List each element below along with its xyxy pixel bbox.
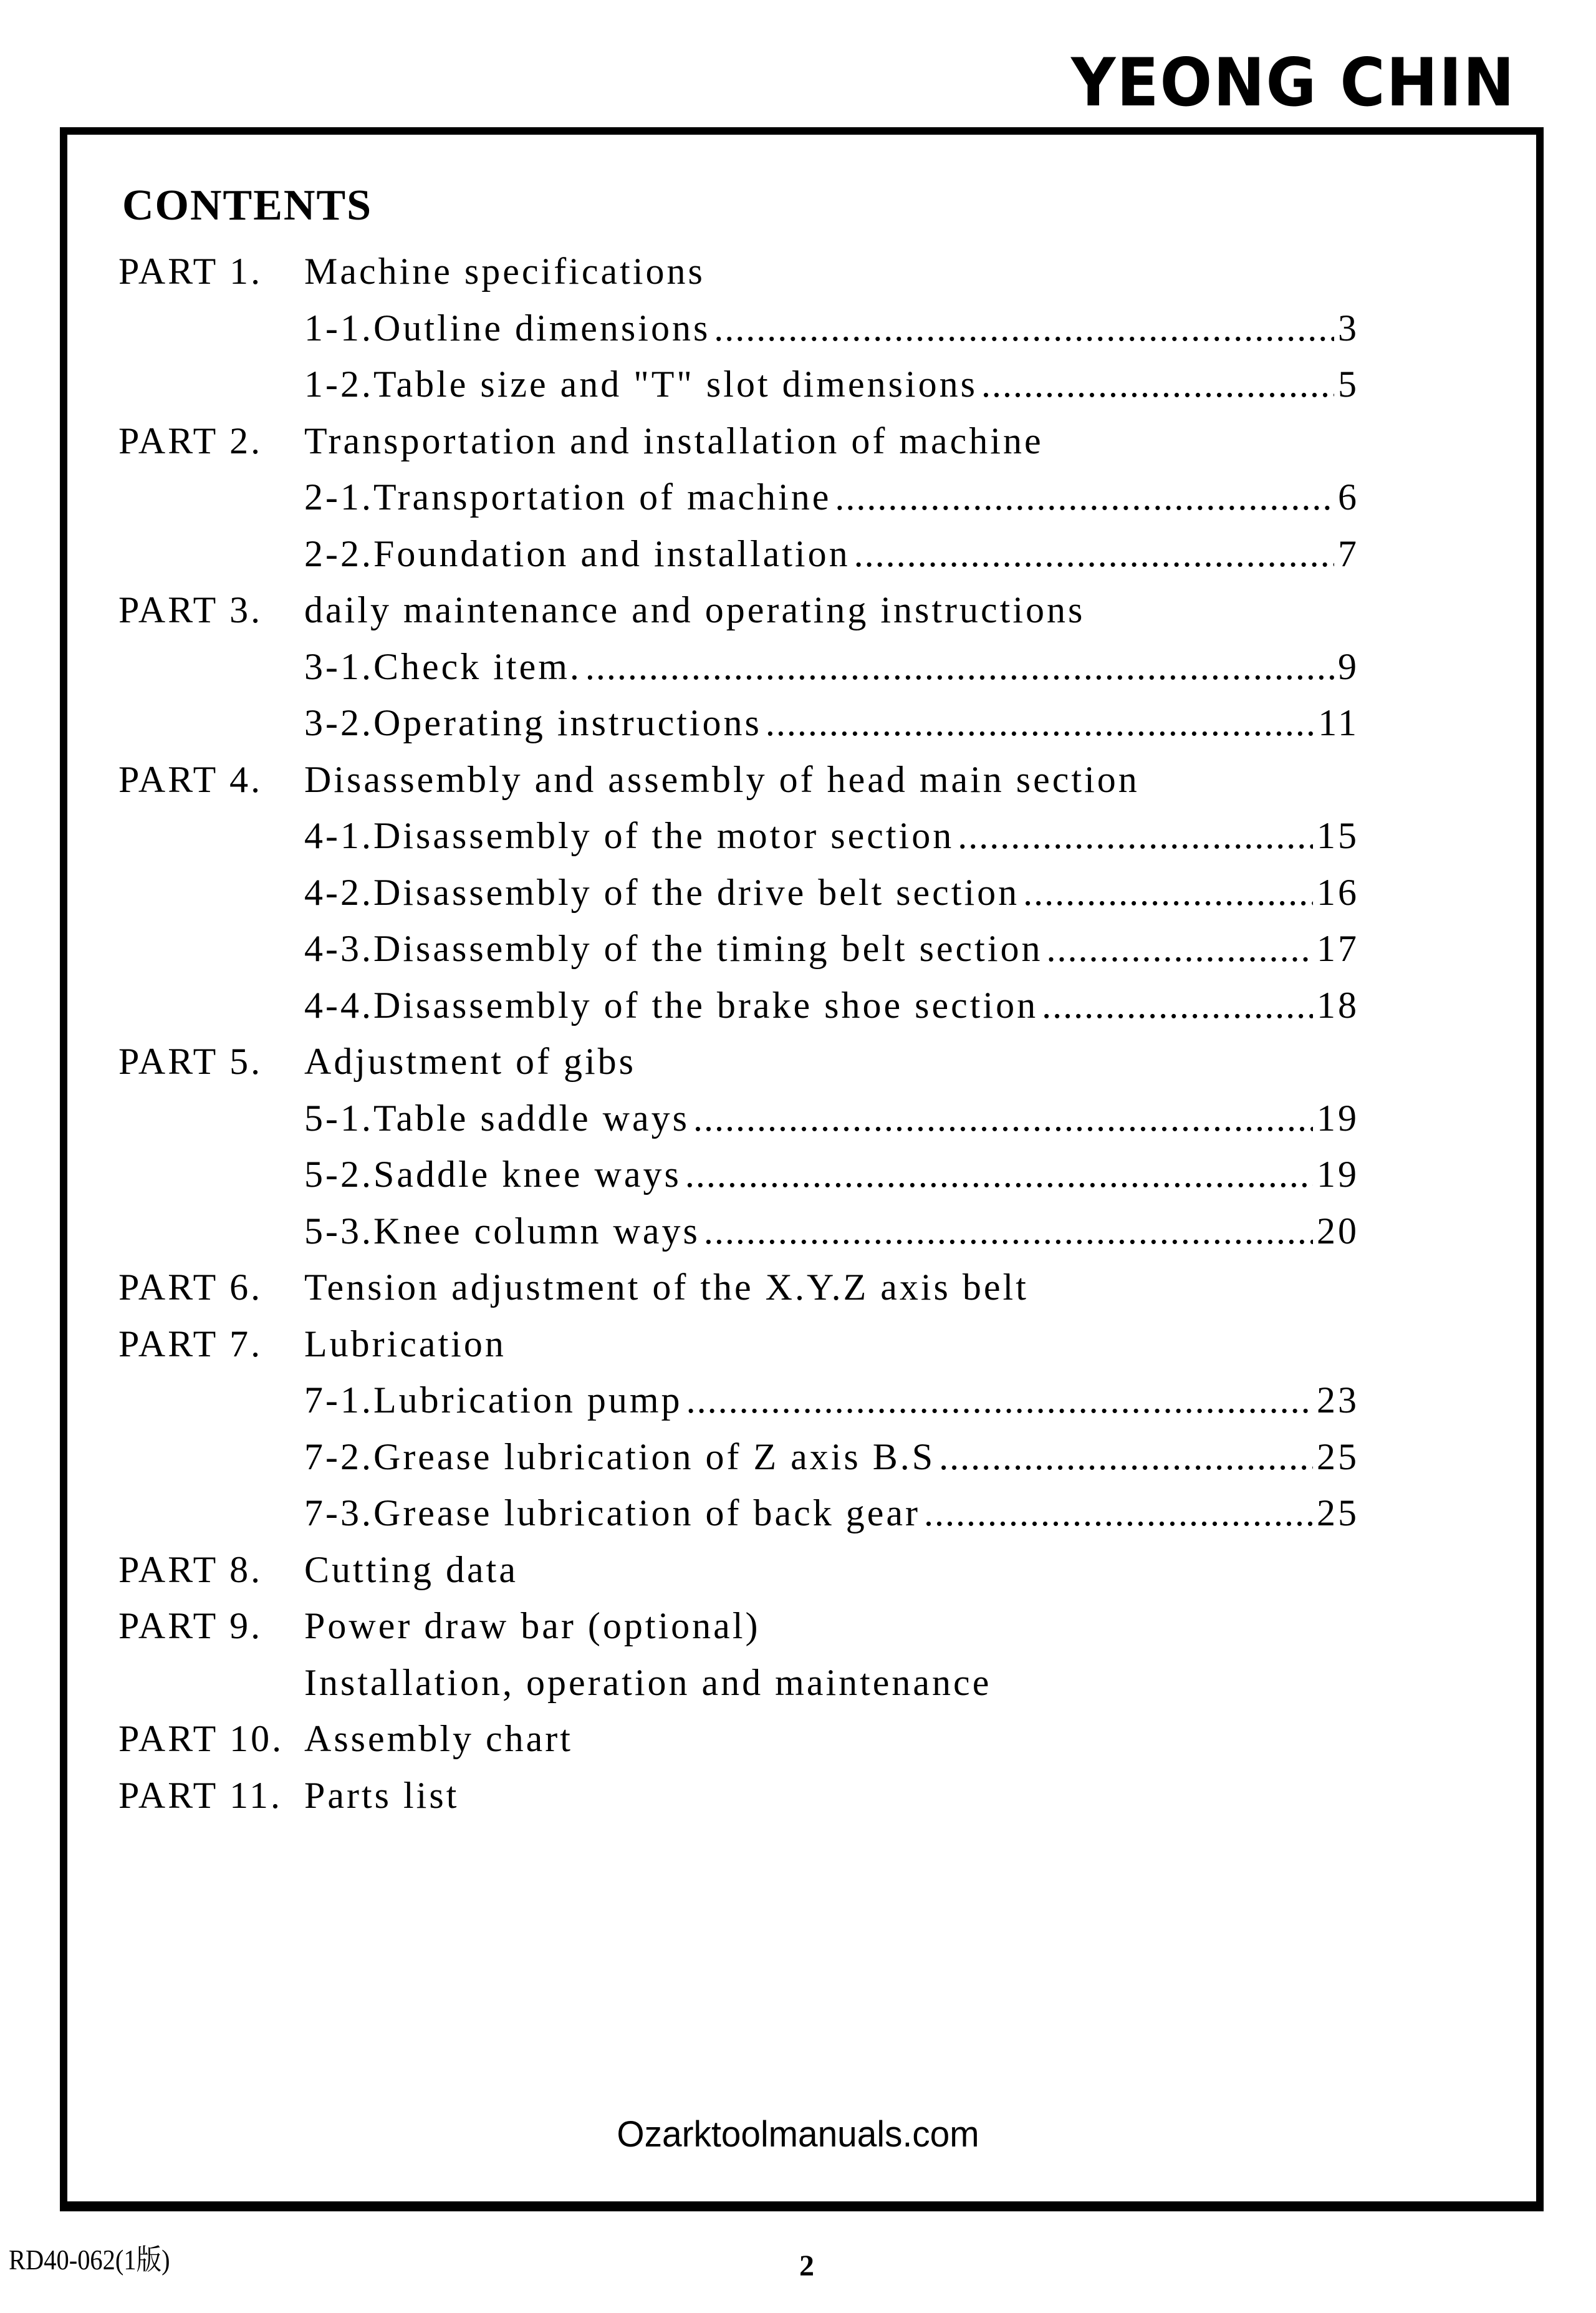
dot-leader <box>704 1203 1313 1259</box>
section-page[interactable]: 23 <box>1317 1379 1359 1421</box>
toc-part-row <box>118 1033 1359 1090</box>
section-title[interactable]: Saddle knee ways <box>373 1154 681 1195</box>
toc-part-row <box>118 1259 1359 1316</box>
toc-part-row <box>118 413 1359 470</box>
part-label: PART 6. <box>118 1267 263 1308</box>
section-title[interactable]: Outline dimensions <box>373 307 711 349</box>
section-title[interactable]: Disassembly of the brake shoe section <box>373 984 1039 1026</box>
section-title[interactable]: Grease lubrication of Z axis B.S <box>373 1436 936 1477</box>
toc-section-row[interactable] <box>118 356 1359 413</box>
toc-continuation-row <box>118 1654 1359 1711</box>
section-page[interactable]: 11 <box>1318 702 1359 743</box>
dot-leader <box>958 808 1313 864</box>
part-label: PART 4. <box>118 758 263 800</box>
section-title[interactable]: Table saddle ways <box>373 1097 690 1139</box>
dot-leader <box>924 1485 1313 1541</box>
toc-part-row <box>118 1598 1359 1654</box>
toc-part-row <box>118 243 1359 300</box>
brand-logo: YEONG CHIN <box>1071 44 1516 121</box>
section-page[interactable]: 19 <box>1317 1154 1359 1195</box>
section-number: 1-2. <box>304 364 373 405</box>
section-number: 5-3. <box>304 1210 373 1252</box>
toc-section-row[interactable] <box>118 1146 1359 1203</box>
toc-part-row <box>118 582 1359 639</box>
toc-section-row[interactable] <box>118 300 1359 357</box>
part-title[interactable]: Cutting data <box>304 1548 518 1590</box>
section-page[interactable]: 25 <box>1317 1492 1359 1533</box>
section-page[interactable]: 20 <box>1317 1210 1359 1252</box>
toc-section-row[interactable] <box>118 1090 1359 1147</box>
section-page[interactable]: 15 <box>1317 815 1359 856</box>
toc-section-row[interactable] <box>118 977 1359 1034</box>
dot-leader <box>854 526 1334 582</box>
section-number: 4-1. <box>304 815 373 856</box>
section-title[interactable]: Disassembly of the motor section <box>373 815 954 856</box>
section-number: 1-1. <box>304 307 373 349</box>
section-title[interactable]: Grease lubrication of back gear <box>373 1492 920 1533</box>
dot-leader <box>714 300 1334 356</box>
part-title[interactable]: Disassembly and assembly of head main section <box>304 758 1140 800</box>
section-number: 2-2. <box>304 533 373 574</box>
part-label: PART 1. <box>118 251 263 292</box>
part-title-continuation[interactable]: Installation, operation and maintenance <box>304 1661 992 1703</box>
page-number: 2 <box>799 2249 814 2282</box>
table-of-contents <box>118 243 1359 1823</box>
section-page[interactable]: 19 <box>1317 1097 1359 1139</box>
section-number: 2-1. <box>304 476 373 518</box>
section-title[interactable]: Knee column ways <box>373 1210 700 1252</box>
dot-leader <box>835 469 1334 525</box>
part-label: PART 10. <box>118 1718 284 1759</box>
section-page[interactable]: 16 <box>1317 871 1359 913</box>
part-label: PART 7. <box>118 1323 263 1364</box>
toc-section-row[interactable] <box>118 695 1359 751</box>
toc-section-row[interactable] <box>118 808 1359 864</box>
part-title[interactable]: Assembly chart <box>304 1718 573 1759</box>
dot-leader <box>693 1090 1313 1146</box>
part-title[interactable]: Machine specifications <box>304 251 705 292</box>
toc-section-row[interactable] <box>118 639 1359 695</box>
section-title[interactable]: Lubrication pump <box>373 1379 683 1421</box>
section-number: 3-2. <box>304 702 373 743</box>
section-number: 7-1. <box>304 1379 373 1421</box>
section-number: 7-2. <box>304 1436 373 1477</box>
section-page[interactable]: 18 <box>1317 984 1359 1026</box>
toc-section-row[interactable] <box>118 469 1359 526</box>
toc-section-row[interactable] <box>118 1372 1359 1429</box>
part-title[interactable]: Lubrication <box>304 1323 506 1364</box>
dot-leader <box>1042 977 1313 1033</box>
section-number: 5-1. <box>304 1097 373 1139</box>
part-title[interactable]: Power draw bar (optional) <box>304 1605 761 1646</box>
dot-leader <box>981 356 1334 412</box>
toc-part-row <box>118 1711 1359 1767</box>
dot-leader <box>686 1372 1313 1428</box>
dot-leader <box>585 639 1334 695</box>
section-page[interactable]: 3 <box>1338 307 1359 349</box>
section-title[interactable]: Transportation of machine <box>373 476 832 518</box>
section-page[interactable]: 7 <box>1338 533 1359 574</box>
contents-heading: CONTENTS <box>122 181 373 229</box>
dot-leader <box>1047 920 1313 977</box>
section-number: 5-2. <box>304 1154 373 1195</box>
dot-leader <box>1023 864 1313 920</box>
section-number: 4-2. <box>304 871 373 913</box>
section-page[interactable]: 6 <box>1338 476 1359 518</box>
section-page[interactable]: 5 <box>1338 364 1359 405</box>
section-title[interactable]: Operating instructions <box>373 702 762 743</box>
toc-section-row[interactable] <box>118 1203 1359 1260</box>
part-label: PART 2. <box>118 420 263 461</box>
part-label: PART 3. <box>118 589 263 630</box>
part-title[interactable]: daily maintenance and operating instructions <box>304 589 1085 630</box>
part-title[interactable]: Tension adjustment of the X.Y.Z axis belt <box>304 1267 1029 1308</box>
section-page[interactable]: 9 <box>1338 645 1359 687</box>
section-title[interactable]: Disassembly of the timing belt section <box>373 928 1043 969</box>
toc-section-row[interactable] <box>118 526 1359 582</box>
watermark-url: Ozarktoolmanuals.com <box>617 2114 979 2155</box>
section-title[interactable]: Table size and "T" slot dimensions <box>373 364 978 405</box>
document-code: RD40-062(1版) <box>9 2244 170 2276</box>
part-label: PART 11. <box>118 1774 282 1816</box>
part-title[interactable]: Adjustment of gibs <box>304 1041 636 1082</box>
section-title[interactable]: Foundation and installation <box>373 533 850 574</box>
toc-section-row[interactable] <box>118 864 1359 921</box>
section-title[interactable]: Check item. <box>373 645 582 687</box>
section-page[interactable]: 25 <box>1317 1436 1359 1477</box>
part-title[interactable]: Transportation and installation of machine <box>304 420 1044 461</box>
dot-leader <box>685 1146 1313 1202</box>
section-page[interactable]: 17 <box>1317 928 1359 969</box>
section-number: 4-4. <box>304 984 373 1026</box>
part-label: PART 5. <box>118 1041 263 1082</box>
section-number: 7-3. <box>304 1492 373 1533</box>
section-title[interactable]: Disassembly of the drive belt section <box>373 871 1020 913</box>
toc-part-row <box>118 1316 1359 1373</box>
dot-leader <box>766 695 1314 751</box>
toc-section-row[interactable] <box>118 1485 1359 1542</box>
dot-leader <box>939 1429 1313 1485</box>
toc-section-row[interactable] <box>118 1429 1359 1485</box>
part-label: PART 8. <box>118 1548 263 1590</box>
toc-part-row <box>118 1542 1359 1598</box>
toc-section-row[interactable] <box>118 920 1359 977</box>
section-number: 3-1. <box>304 645 373 687</box>
section-number: 4-3. <box>304 928 373 969</box>
part-title[interactable]: Parts list <box>304 1774 459 1816</box>
part-label: PART 9. <box>118 1605 263 1646</box>
toc-part-row <box>118 751 1359 808</box>
toc-part-row <box>118 1767 1359 1824</box>
